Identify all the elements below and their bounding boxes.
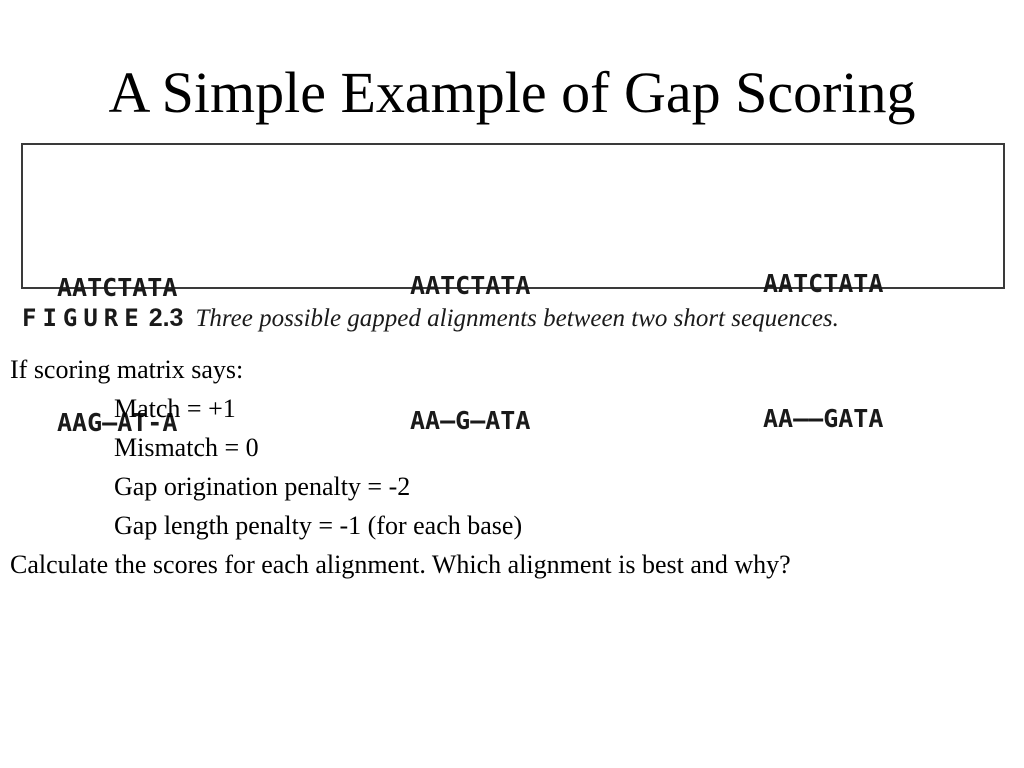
figure-number: 2.3 <box>148 304 184 332</box>
rule-mismatch: Mismatch = 0 <box>114 433 259 462</box>
alignment-1-bottom-sequence: AAG—AT-A <box>57 408 178 437</box>
slide-body <box>10 350 1020 584</box>
rule-gap-length: Gap length penalty = -1 (for each base) <box>114 511 523 540</box>
alignment-2-bottom-sequence: AA—G—ATA <box>410 406 531 435</box>
question-text: Calculate the scores for each alignment. Which alignment is best and why? <box>10 550 791 579</box>
alignment-2-top-sequence: AATCTATA <box>410 271 531 300</box>
rule-gap-origination: Gap origination penalty = -2 <box>114 472 411 501</box>
figure-caption-text: Three possible gapped alignments between two short sequences. <box>195 305 839 332</box>
alignment-1-top-sequence: AATCTATA <box>57 273 178 302</box>
slide-title: A Simple Example of Gap Scoring <box>108 60 916 125</box>
intro-text: If scoring matrix says: <box>10 355 244 384</box>
figure-caption <box>22 304 1012 333</box>
alignment-3-bottom-sequence: AA——GATA <box>763 404 884 433</box>
alignment-3-top-sequence: AATCTATA <box>763 269 884 298</box>
figure-label: FIGURE <box>22 304 145 332</box>
rule-match: Match = +1 <box>114 394 236 423</box>
